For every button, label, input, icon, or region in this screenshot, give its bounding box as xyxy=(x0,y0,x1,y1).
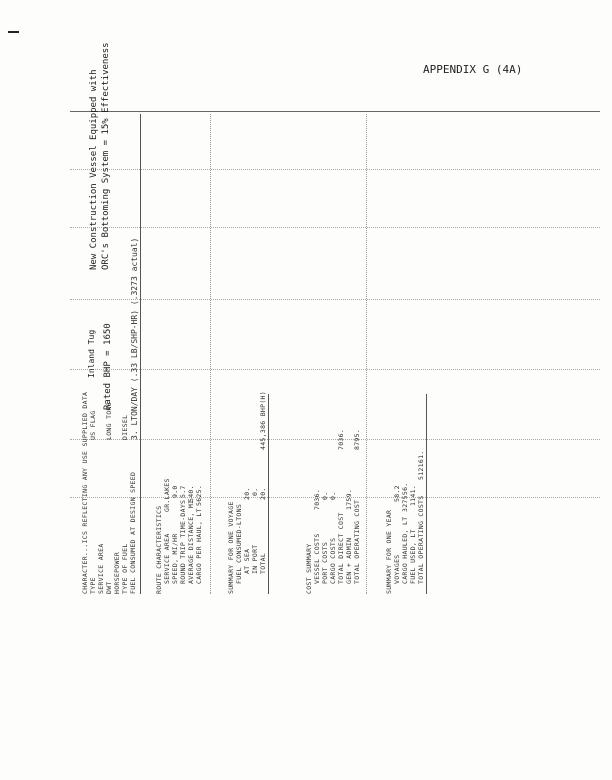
dwt-label: DWT xyxy=(105,581,113,594)
header-title: CHARACTER...ICS REFLECTING ANY USE SUPPLIED DATA xyxy=(81,391,89,594)
type-label: TYPE xyxy=(89,577,97,594)
total-direct-label: TOTAL DIRECT COST xyxy=(337,512,345,584)
gen-admin-label: GEN + ADMIN xyxy=(345,537,353,584)
rule xyxy=(70,369,600,370)
total-operating-value: 8795. xyxy=(353,428,361,450)
vessel-costs-value: 7036. xyxy=(313,488,321,510)
fuel-type-label: TYPE OF FUEL xyxy=(121,543,129,594)
service-area-label: SERVICE AREA xyxy=(163,533,171,584)
year-total-operating-value: 512161. xyxy=(417,450,425,480)
route-heading: ROUTE CHARACTERISTICS xyxy=(155,505,163,594)
at-sea-label: AT SEA xyxy=(243,548,251,574)
rated-bhp: Rated BHP = 1650 xyxy=(103,323,113,410)
total-operating-label: TOTAL OPERATING COST xyxy=(353,499,361,584)
speed-label: SPEED, MI/HR xyxy=(171,533,179,584)
corner-mark xyxy=(8,31,19,33)
fuel-heading: FUEL CONSUMED-LTONS xyxy=(235,503,243,584)
in-port-value: 0. xyxy=(251,487,259,496)
distance-label: AVERAGE DISTANCE, MI xyxy=(187,499,195,584)
fuel-type-value: DIESEL xyxy=(121,414,129,440)
round-trip-label: ROUND TRIP TIME-DAYS xyxy=(179,499,187,584)
rule xyxy=(70,299,600,300)
total-direct-value: 7036. xyxy=(337,428,345,450)
vessel-type: Inland Tug xyxy=(87,329,96,378)
fuel-used-value: 1141. xyxy=(409,484,417,506)
cost-heading: COST SUMMARY xyxy=(305,543,313,594)
rule xyxy=(70,111,600,112)
fuel-consumed-value: 3. LTON/DAY (.33 LB/SHP-HR) (.3273 actual) xyxy=(130,237,139,440)
cargo-label: CARGO PER HAUL, LT xyxy=(195,508,203,584)
year-cargo-label: CARGO HAULED, LT xyxy=(401,516,409,584)
rule xyxy=(70,439,600,440)
port-costs-value: 0. xyxy=(321,491,329,500)
hp-label: HORSEPOWER xyxy=(113,551,121,594)
vessel-costs-label: VESSEL COSTS xyxy=(313,533,321,584)
voyage-heading: SUMMARY FOR ONE VOYAGE xyxy=(227,501,235,594)
port-costs-label: PORT COSTS xyxy=(321,541,329,584)
at-sea-value: 20. xyxy=(243,487,251,500)
dwt-value: LONG TONS xyxy=(105,402,113,440)
rule xyxy=(70,227,600,228)
distance-value: 540. xyxy=(187,485,195,502)
voyages-label: VOYAGES xyxy=(393,554,401,584)
appendix-label: APPENDIX G (4A) xyxy=(423,63,523,76)
fuel-consumed-label: FUEL CONSUMED AT DESIGN SPEED xyxy=(129,471,137,594)
voyage-total-value: 20. xyxy=(259,487,267,500)
round-trip-value: 5.7 xyxy=(179,485,187,498)
year-heading: SUMMARY FOR ONE YEAR xyxy=(385,509,393,594)
type-value: US FLAG xyxy=(89,410,97,440)
in-port-label: IN PORT xyxy=(251,544,259,574)
rule xyxy=(70,169,600,170)
year-cargo-value: 327556. xyxy=(401,482,409,512)
header-divider xyxy=(140,114,141,594)
fuel-used-label: FUEL USED, LT xyxy=(409,529,417,584)
construction-title: New Construction Vessel Equipped with xyxy=(89,69,99,270)
voyages-value: 58.2 xyxy=(393,485,401,502)
service-area-value: GR.LAKES xyxy=(163,478,171,512)
voyage-total-note: 445,386 BHP(H) xyxy=(259,391,267,450)
year-total-operating-label: TOTAL OPERATING COSTS xyxy=(417,495,425,584)
orc-title: ORC's Bottoming System = 15% Effectiveness xyxy=(101,42,111,270)
area-label: SERVICE AREA xyxy=(97,543,105,594)
voyage-total-label: TOTAL xyxy=(259,552,267,574)
speed-value: 9.0 xyxy=(171,485,179,498)
gen-admin-value: 1759. xyxy=(345,488,353,510)
cargo-value: 5625. xyxy=(195,484,203,506)
cargo-costs-value: 0. xyxy=(329,491,337,500)
cargo-costs-label: CARGO COSTS xyxy=(329,537,337,584)
